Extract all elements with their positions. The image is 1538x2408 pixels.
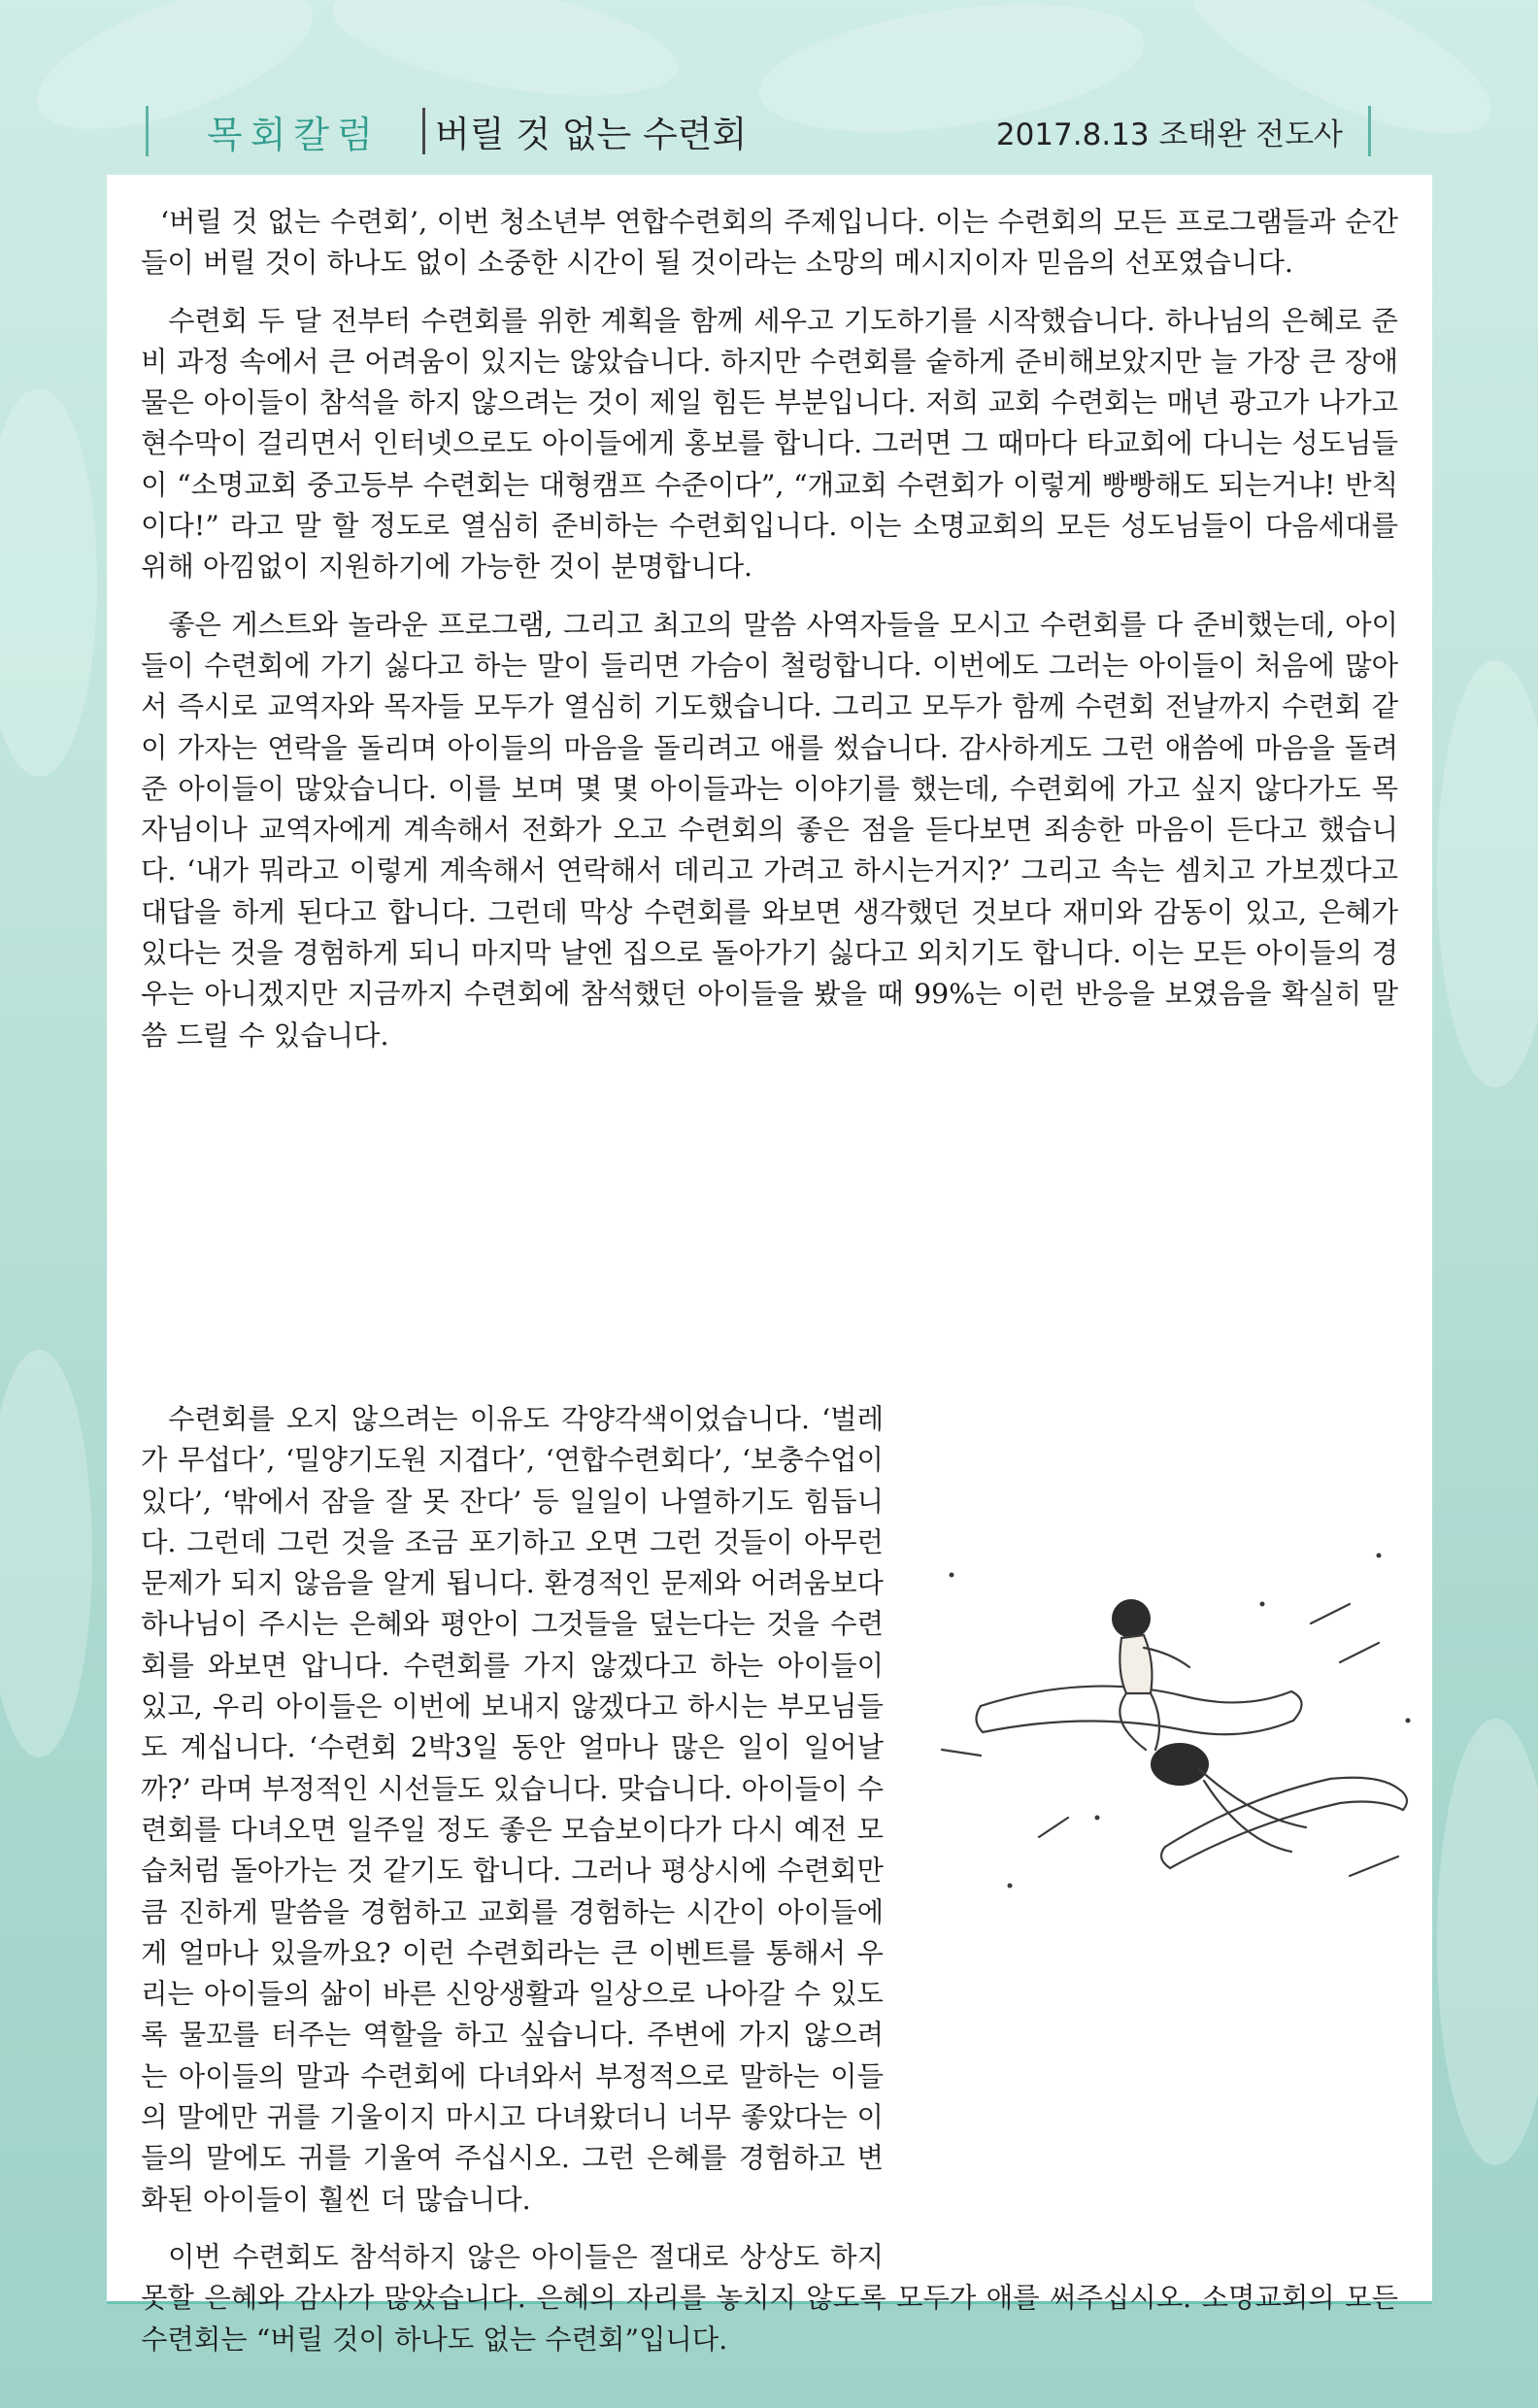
paragraph-4: 수련회를 오지 않으려는 이유도 각양각색이었습니다. ‘벌레가 무섭다’, ‘밀양기도원 지겹다’, ‘연합수련회다’, ‘보충수업이 있다’, ‘밖에서 잠을 잘 못 잔다’ 등 일일이 나열하기도 힘듭니다. 그런데 그런 것을 조금 포기하고 오면 그런 것들이 아무런 문제가 되지 않음을 알게 됩니다. 환경적인 문제와 어려움보다 하나님이 주시는 은혜와 평안이 그것들을 덮는다는 것을 수련회를 와보면 압니다. 수련회를 가지 않겠다고 하는 아이들이 있고, 우리 아이들은 이번에 보내지 않겠다고 하시는 부모님들도 계십니다. ‘수련회 2박3일 동안 얼마나 많은 일이 일어날까?’ 라며 부정적인 시선들도 있습니다. 맞습니다. 아이들이 수련회를 다녀오면 일주일 정도 좋은 모습보이다가 다시 예전 모습처럼 돌아가는 것 같기도 합니다. 그러나 평상시에 수련회만큼 진하게 말씀을 경험하고 교회를 경험하는 시간이 아이들에게 얼마나 있을까요? 이런 수련회라는 큰 이벤트를 통해서 우리는 아이들의 삶이 바른 신앙생활과 일상으로 나아갈 수 있도록 물꼬를 터주는 역할을 하고 싶습니다. 주변에 가지 않으려는 아이들의 말과 수련회에 다녀와서 부정적으로 말하는 이들의 말에만 귀를 기울이지 마시고 다녀왔더니 너무 좋았다는 이들의 말에도 귀를 기울여 주십시오. 그런 은혜를 경험하고 변화된 아이들이 훨씬 더 많습니다.: [141, 1403, 884, 2216]
paragraph-2: 수련회 두 달 전부터 수련회를 위한 계획을 함께 세우고 기도하기를 시작했습니다. 하나님의 은혜로 준비 과정 속에서 큰 어려움이 있지는 않았습니다. 하지만 수련회를 숱하게 준비해보았지만 늘 가장 큰 장애물은 아이들이 참석을 하지 않으려는 것이 제일 힘든 부분입니다. 저희 교회 수련회는 매년 광고가 나가고 현수막이 걸리면서 인터넷으로도 아이들에게 홍보를 합니다. 그러면 그 때마다 타교회에 다니는 성도님들이 “소명교회 중고등부 수련회는 대형캠프 수준이다”, “개교회 수련회가 이렇게 빵빵해도 되는거냐! 반칙이다!” 라고 말 할 정도로 열심히 준비하는 수련회입니다. 이는 소명교회의 모든 성도님들이 다음세대를 위해 아낌없이 지원하기에 가능한 것이 분명합니다.: [141, 304, 1398, 584]
column-header: [146, 97, 1371, 165]
paragraph-5: 이번 수련회도 참석하지 않은 아이들은 절대로 상상도 하지 못할 은혜와 감사가 많았습니다. 은혜의 자리를 놓치지 않도록 모두가 애를 써주십시오. 소명교회의 모든 수련회는 “버릴 것이 하나도 없는 수련회”입니다.: [141, 2240, 1398, 2356]
column-kicker: 목회칼럼: [207, 113, 381, 156]
header-divider: [422, 108, 425, 154]
column-date-author: 2017.8.13 조태완 전도사: [995, 117, 1343, 152]
paragraph-4-container: [141, 1399, 1398, 2377]
paragraph-1: ‘버릴 것 없는 수련회’, 이번 청소년부 연합수련회의 주제입니다. 이는 수련회의 모든 프로그램들과 순간들이 버릴 것이 하나도 없이 소중한 시간이 될 것이라는 소망의 메시지이자 믿음의 선포였습니다.: [141, 206, 1398, 280]
paragraph-3: 좋은 게스트와 놀라운 프로그램, 그리고 최고의 말씀 사역자들을 모시고 수련회를 다 준비했는데, 아이들이 수련회에 가기 싫다고 하는 말이 들리면 가슴이 철렁합니다. 이번에도 그러는 아이들이 처음에 많아서 즉시로 교역자와 목자들 모두가 열심히 기도했습니다. 그리고 모두가 함께 수련회 전날까지 수련회 같이 가자는 연락을 돌리며 아이들의 마음을 돌리려고 애를 썼습니다. 감사하게도 그런 애씀에 마음을 돌려준 아이들이 많았습니다. 이를 보며 몇 몇 아이들과는 이야기를 했는데, 수련회에 가고 싶지 않다가도 목자님이나 교역자에게 계속해서 전화가 오고 수련회의 좋은 점을 듣다보면 죄송한 마음이 든다고 했습니다. ‘내가 뭐라고 이렇게 계속해서 연락해서 데리고 가려고 하시는거지?’ 그리고 속는 셈치고 가보겠다고 대답을 하게 된다고 합니다. 그런데 막상 수련회를 와보면 생각했던 것보다 재미와 감동이 있고, 은혜가 있다는 것을 경험하게 되니 마지막 날엔 집으로 돌아가기 싫다고 외치기도 합니다. 이는 모든 아이들의 경우는 아니겠지만 지금까지 수련회에 참석했던 아이들을 봤을 때 99%는 이런 반응을 보였음을 확실히 말씀 드릴 수 있습니다.: [141, 608, 1398, 1052]
column-title: 버릴 것 없는 수련회: [435, 114, 748, 155]
header-left-bar: [146, 106, 149, 156]
header-right-bar: [1368, 106, 1371, 156]
